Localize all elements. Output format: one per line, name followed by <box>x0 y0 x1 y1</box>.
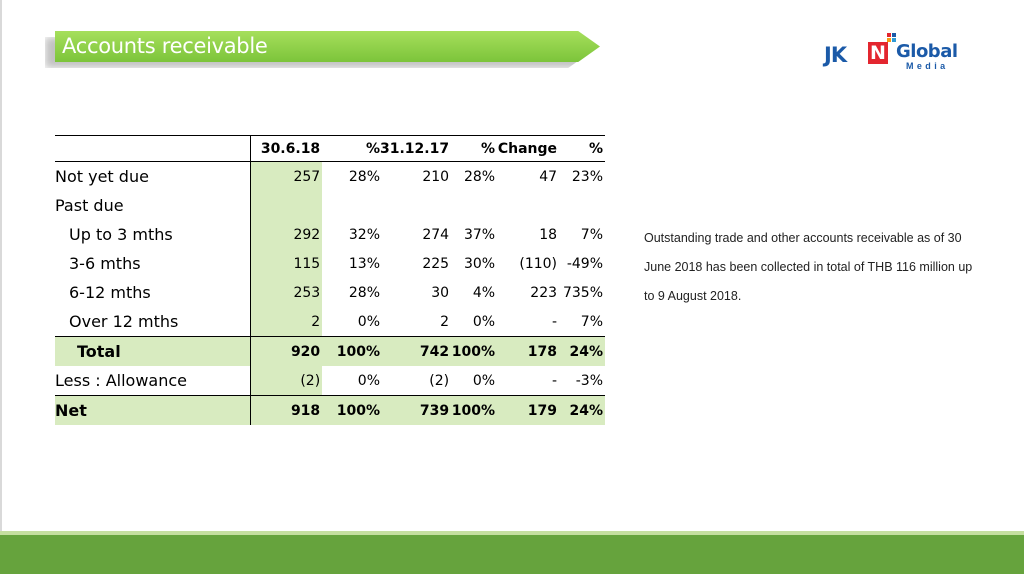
table-cell: 7% <box>580 226 603 243</box>
table-cell: 292 <box>250 220 322 249</box>
table-row <box>55 162 605 192</box>
header-cell-label <box>55 136 250 162</box>
table-cell: 23% <box>571 168 603 185</box>
table-cell: 739 <box>380 396 449 426</box>
table-cell: 13% <box>348 255 380 272</box>
table-cell: 24% <box>557 396 605 426</box>
row-label: Net <box>55 396 250 426</box>
table-cell: 0% <box>472 313 496 330</box>
row-label: Over 12 mths <box>69 312 179 331</box>
header-cell-pct: % <box>449 136 495 162</box>
table-cell: 735% <box>562 284 603 301</box>
logo-media-text: Media <box>906 61 949 71</box>
table-row <box>55 220 605 249</box>
header-cell-change: Change <box>495 136 557 162</box>
table-cell: -49% <box>566 255 603 272</box>
table-cell: 24% <box>557 337 605 367</box>
row-label: Not yet due <box>55 167 149 186</box>
table-cell: 28% <box>463 168 496 185</box>
table-cell: 100% <box>322 337 380 367</box>
header-cell-pct: % <box>322 136 380 162</box>
table-cell <box>449 191 495 220</box>
table-cell: (110) <box>519 255 558 272</box>
table-cell: 115 <box>250 249 322 278</box>
table-cell: 253 <box>250 278 322 307</box>
table-row <box>55 278 605 307</box>
row-label: Total <box>55 337 250 367</box>
table-cell: 100% <box>449 337 495 367</box>
table-cell: 918 <box>250 396 322 426</box>
table-cell: 28% <box>348 284 380 301</box>
table-cell: 0% <box>357 313 380 330</box>
table-row <box>55 191 605 220</box>
row-label: 6-12 mths <box>69 283 151 302</box>
table-row <box>55 249 605 278</box>
table-cell <box>557 191 605 220</box>
table-cell: (2) <box>250 366 322 396</box>
row-label: Past due <box>55 196 124 215</box>
table-cell: 47 <box>539 168 558 185</box>
header-cell-change-pct: % <box>557 136 605 162</box>
logo-global-text: Global <box>896 41 958 62</box>
table-cell: 100% <box>322 396 380 426</box>
table-cell: 30% <box>463 255 496 272</box>
jkn-global-media-logo <box>824 33 974 73</box>
table-cell: 920 <box>250 337 322 367</box>
table-cell: 2 <box>440 313 450 330</box>
table-cell: 37% <box>463 226 496 243</box>
header-cell-date-prior: 31.12.17 <box>380 136 449 162</box>
table-cell: 2 <box>250 307 322 337</box>
table-cell: 18 <box>539 226 558 243</box>
logo-n-box: N <box>868 42 888 64</box>
table-cell: 257 <box>250 162 322 192</box>
table-row-net <box>55 396 605 426</box>
table-cell: 742 <box>380 337 449 367</box>
collection-note: Outstanding trade and other accounts receivable as of 30 June 2018 has been collected in total of THB 116 million up to 9 August 2018. <box>644 231 973 303</box>
table-cell: 32% <box>348 226 380 243</box>
table-cell <box>322 191 380 220</box>
table-cell: 28% <box>348 168 380 185</box>
table-cell: 223 <box>530 284 558 301</box>
title-banner <box>55 31 600 62</box>
table-cell <box>495 191 557 220</box>
logo-pixel-dots-icon <box>882 33 896 45</box>
table-cell: 0% <box>357 372 380 389</box>
table-cell: 210 <box>422 168 450 185</box>
table-cell: 4% <box>472 284 496 301</box>
table-cell: 100% <box>449 396 495 426</box>
logo-jk-text: JK <box>824 43 847 67</box>
table-cell: (2) <box>429 372 450 389</box>
table-cell: - <box>551 313 558 330</box>
table-cell <box>250 191 322 220</box>
table-cell: -3% <box>575 372 603 389</box>
table-header-row <box>55 136 605 162</box>
table-row-total <box>55 337 605 367</box>
footer-bar <box>0 535 1024 574</box>
row-label: Less : Allowance <box>55 371 188 390</box>
table-cell: 225 <box>422 255 450 272</box>
row-label: 3-6 mths <box>69 254 141 273</box>
table-cell: 7% <box>580 313 603 330</box>
row-label: Up to 3 mths <box>69 225 173 244</box>
table-cell: 274 <box>422 226 450 243</box>
table-row <box>55 307 605 337</box>
left-edge-rule <box>0 0 2 574</box>
table-cell: - <box>551 372 558 389</box>
table-cell: 30 <box>431 284 450 301</box>
table-cell: 0% <box>472 372 496 389</box>
table-cell: 179 <box>495 396 557 426</box>
page-title: Accounts receivable <box>62 34 268 58</box>
table-row <box>55 366 605 396</box>
table-cell <box>380 191 449 220</box>
header-cell-date-current: 30.6.18 <box>250 136 322 162</box>
accounts-receivable-table <box>55 135 605 425</box>
table-cell: 178 <box>495 337 557 367</box>
